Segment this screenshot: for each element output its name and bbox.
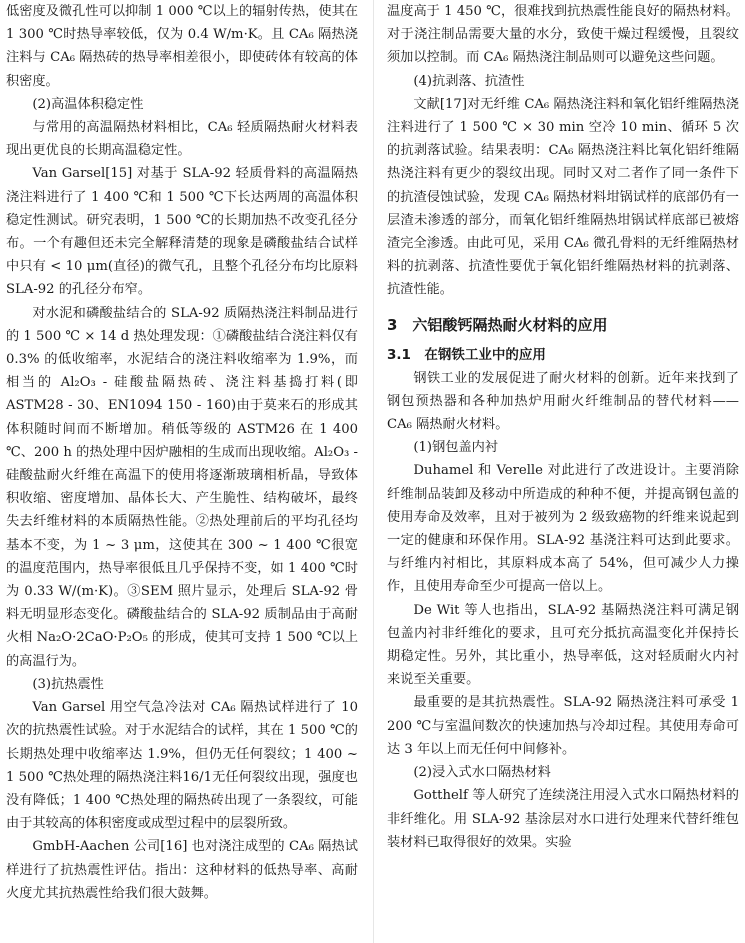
right-paragraph: 文献[17]对无纤维 CA₆ 隔热浇注料和氧化铝纤维隔热浇注料进行了 1 500 ℃ × 30 min 空冷 10 min、循环 5 次的抗剥落试验。结果表明：CA₆ 隔热浇注料比氧化铝纤维隔热浇注料有更少的裂纹出现。同时又对二者作了同一条件下的抗渣侵蚀试验，发现 CA₆ 隔热材料坩锅试样的底部仍有一层渣未渗透的部分，而氧化铝纤维隔热坩锅试样底部已被熔渣完全渗透。由此可见，采用 CA₆ 微孔骨料的无纤维隔热材料的抗剥落、抗渣性要优于氧化铝纤维隔热材料的抗剥落、抗渣性能。 (387, 96, 739, 298)
right-paragraph: 最重要的是其抗热震性。SLA-92 隔热浇注料可承受 1 200 ℃与室温间数次的快速加热与冷却过程。其使用寿命可达 3 年以上而无任何中间修补。 (387, 695, 739, 757)
left-paragraph: Van Garsel[15] 对基于 SLA-92 轻质骨料的高温隔热浇注料进行了 1 400 ℃和 1 500 ℃下长达两周的高温体积稳定性测试。研究表明，1 500 ℃的长期加热不改变孔径分布。一个有趣但还未完全解释清楚的现象是磷酸盐结合试样中只有 < 10 μm(直径)的微气孔，且整个孔径分布均比原料 SLA-92 的孔径分布窄。 (6, 166, 358, 298)
left-paragraph: 与常用的高温隔热材料相比，CA₆ 轻质隔热耐火材料表现出更优良的长期高温稳定性。 (6, 120, 358, 159)
left-paragraph: 对水泥和磷酸盐结合的 SLA-92 质隔热浇注料制品进行的 1 500 ℃ × 14 d 热处理发现：①磷酸盐结合浇注料仅有 0.3% 的低收缩率，水泥结合的浇注料收缩率为 1.9%，而相当的 Al₂O₃ - 硅酸盐隔热砖、浇注料基捣打料(即 ASTM28 - 30、EN1094 150 - 160)由于莫来石的形成其体积随时间而不断增加。稍低等级的 ASTM26 在 1 400 ℃、200 h 的热处理中因炉融相的生成而出现收缩。Al₂O₃ - 硅酸盐耐火纤维在高温下的使用将逐渐玻璃相析晶，导致体积收缩、密度增加、晶体长大、产生脆性、结构破坏，最终失去纤维材料的本质隔热性能。②热处理前后的平均孔径均基本不变，为 1 ~ 3 μm，这使其在 300 ~ 1 400 ℃很宽的温度范围内，热导率很低且几乎保持不变，如 1 400 ℃时为 0.33 W/(m·K)。③SEM 照片显示，处理后 SLA-92 骨料无明显形态变化。磷酸盐结合的 SLA-92 质制品由于高耐火相 Na₂O·2CaO·P₂O₅ 的形成，使其可支持 1 500 ℃以上的高温行为。 (6, 305, 359, 669)
right-subheading: (1)钢包盖内衬 (413, 440, 499, 456)
left-paragraph: 低密度及微孔性可以抑制 1 000 ℃以上的辐射传热，使其在 1 300 ℃时热导率较低，仅为 0.4 W/m·K。且 CA₆ 隔热浇注料与 CA₆ 隔热砖的热导率相差很小，即使砖体有较高的体积密度。 (6, 4, 358, 89)
left-paragraph: GmbH-Aachen 公司[16] 也对浇注成型的 CA₆ 隔热试样进行了抗热震性评估。指出：这种材料的低热导率、高耐火度尤其抗热震性给我们很大鼓舞。 (6, 839, 358, 901)
right-subheading: (4)抗剥落、抗渣性 (413, 73, 525, 89)
right-paragraph: 钢铁工业的发展促进了耐火材料的创新。近年来找到了钢包预热器和各种加热炉用耐火纤维制品的替代材料——CA₆ 隔热耐火材料。 (387, 370, 739, 433)
column-divider (373, 0, 374, 943)
right-subsection-heading: 3.1 在钢铁工业中的应用 (387, 346, 546, 363)
right-paragraph: Gotthelf 等人研究了连续浇注用浸入式水口隔热材料的非纤维化。用 SLA-92 基涂层对水口进行处理来代替纤维包装材料已取得很好的效果。实验 (387, 788, 739, 850)
right-subheading: (2)浸入式水口隔热材料 (413, 765, 551, 781)
right-section-heading: 3 六铝酸钙隔热耐火材料的应用 (387, 315, 608, 334)
left-subheading: (2)高温体积稳定性 (32, 96, 144, 112)
left-column (6, 0, 358, 905)
right-paragraph: 温度高于 1 450 ℃，很难找到抗热震性能良好的隔热材料。对于浇注制品需要大量的水分，致使干燥过程缓慢，且裂纹须加以控制。而 CA₆ 隔热浇注制品则可以避免这些问题。 (387, 4, 739, 66)
left-subheading: (3)抗热震性 (32, 676, 104, 692)
right-column (387, 0, 739, 854)
right-paragraph: Duhamel 和 Verelle 对此进行了改进设计。主要消除纤维制品装卸及移动中所造成的种种不便，并提高钢包盖的使用寿命及效率，且对于被列为 2 级致癌物的纤维来说起到一定的健康和环保作用。SLA-92 基浇注料可达到此要求。与纤维内衬相比，其原料成本高了 54%，但可减少人力操作，且使用寿命至少可提高一倍以上。 (387, 463, 739, 595)
right-paragraph: De Wit 等人也指出，SLA-92 基隔热浇注料可满足钢包盖内衬非纤维化的要求，且可充分抵抗高温变化并保持长期稳定性。另外，其比重小，热导率低，这对轻质耐火内衬来说至关重要。 (387, 602, 739, 688)
left-paragraph: Van Garsel 用空气急冷法对 CA₆ 隔热试样进行了 10 次的抗热震性试验。对于水泥结合的试样，其在 1 500 ℃的长期热处理中收缩率达 1.9%，但仍无任何裂纹；1 400 ~ 1 500 ℃热处理的隔热浇注料16/1无任何裂纹出现，强度也没有降低；1 400 ℃热处理的隔热砖出现了一条裂纹，可能由于其较高的体积密度或成型过程中的层裂所致。 (6, 700, 358, 832)
